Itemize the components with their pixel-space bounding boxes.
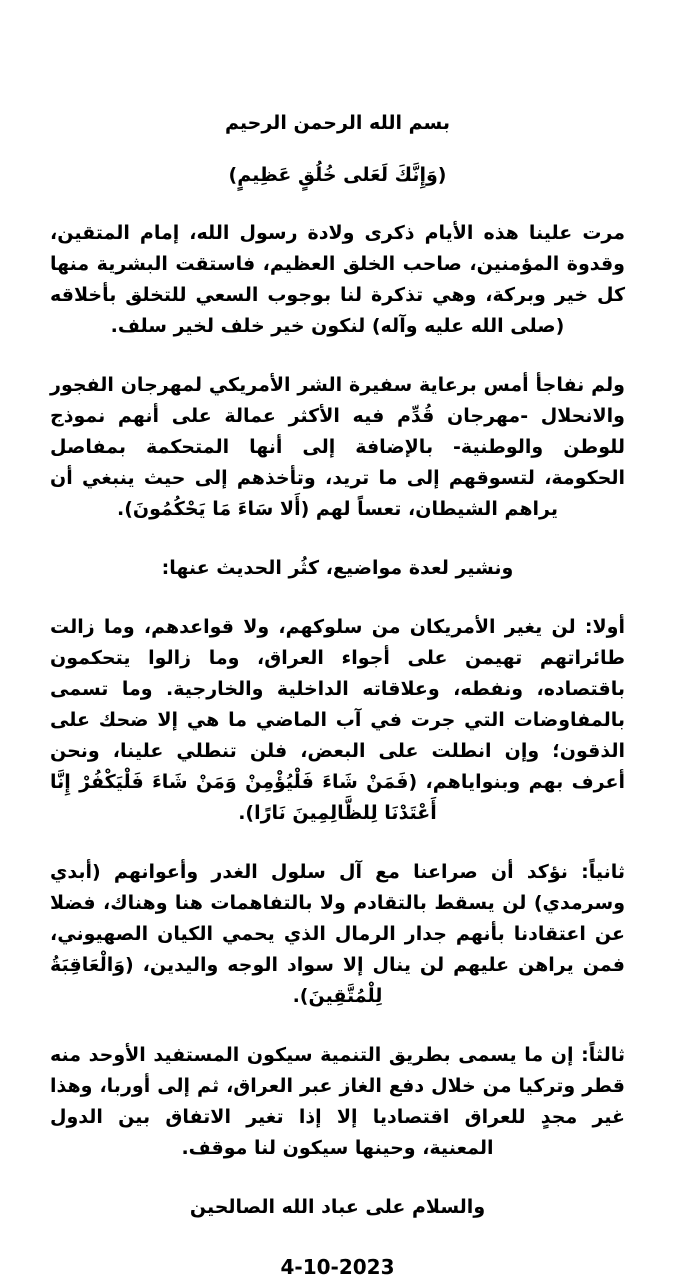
paragraph-topics-intro: ونشير لعدة مواضيع، كثُر الحديث عنها: bbox=[161, 557, 514, 579]
paragraph-second-point: ثانياً: نؤكد أن صراعنا مع آل سلول الغدر وأعوانهم (أبدي وسرمدي) لن يسقط بالتقادم ولا بالتفاهمات هنا وهناك، فضلا عن اعتقادنا بأنهم جدار الرمال الذي يحمي الكيان الصهيوني، فمن يراهن عليهم لن ينال إلا سواد الوجه واليدين، (وَالْعَاقِبَةُ لِلْمُتَّقِينَ). bbox=[50, 861, 625, 1007]
quranic-verse-title: (وَإِنَّكَ لَعَلى خُلُقٍ عَظِيمٍ) bbox=[228, 164, 447, 186]
paragraph-first-point: أولا: لن يغير الأمريكان من سلوكهم، ولا قواعدهم، وما زالت طائراتهم تهيمن على أجواء العراق، وما زالوا يتحكمون باقتصاده، ونفطه، وعلاقاته الداخلية والخارجية. وما تسمى بالمفاوضات التي جرت في آب الماضي ما هي إلا ضحك على الذقون؛ وإن انطلت على البعض، فلن تنطلي علينا، ونحن أعرف بهم وبنواياهم، (فَمَنْ شَاءَ فَلْيُؤْمِنْ وَمَنْ شَاءَ فَلْيَكْفُرْ إِنَّا أَعْتَدْنَا لِلظَّالِمِينَ نَارًا). bbox=[50, 616, 625, 824]
document-date: 4-10-2023 bbox=[280, 1255, 395, 1279]
document-body bbox=[50, 108, 625, 1282]
paragraph-third-point: ثالثاً: إن ما يسمى بطريق التنمية سيكون المستفيد الأوحد منه قطر وتركيا من خلال دفع الغاز عبر العراق، ثم إلى أوربا، وهذا غير مجدٍ للعراق اقتصاديا إلا إذا تغير الاتفاق بين الدول المعنية، وحينها سيكون لنا موقف. bbox=[50, 1044, 625, 1159]
basmala-heading: بسم الله الرحمن الرحيم bbox=[225, 112, 450, 134]
paragraph-ambassador-festival: ولم نفاجأ أمس برعاية سفيرة الشر الأمريكي لمهرجان الفجور والانحلال -مهرجان قُدِّم فيه الأكثر عمالة على أنهم نموذج للوطن والوطنية- بالإضافة إلى أنها المتحكمة بمفاصل الحكومة، لتسوقهم إلى ما تريد، وتأخذهم إلى حيث ينبغي أن يراهم الشيطان، تعساً لهم (أَلا سَاءَ مَا يَحْكُمُونَ). bbox=[50, 374, 625, 520]
paragraph-prophet-birth: مرت علينا هذه الأيام ذكرى ولادة رسول الله، إمام المتقين، وقدوة المؤمنين، صاحب الخلق العظيم، فاستقت البشرية منها كل خير وبركة، وهي تذكرة لنا بوجوب السعي للتخلق بأخلاقه (صلى الله عليه وآله) لنكون خير خلف لخير سلف. bbox=[50, 222, 625, 337]
closing-salutation: والسلام على عباد الله الصالحين bbox=[189, 1196, 486, 1218]
